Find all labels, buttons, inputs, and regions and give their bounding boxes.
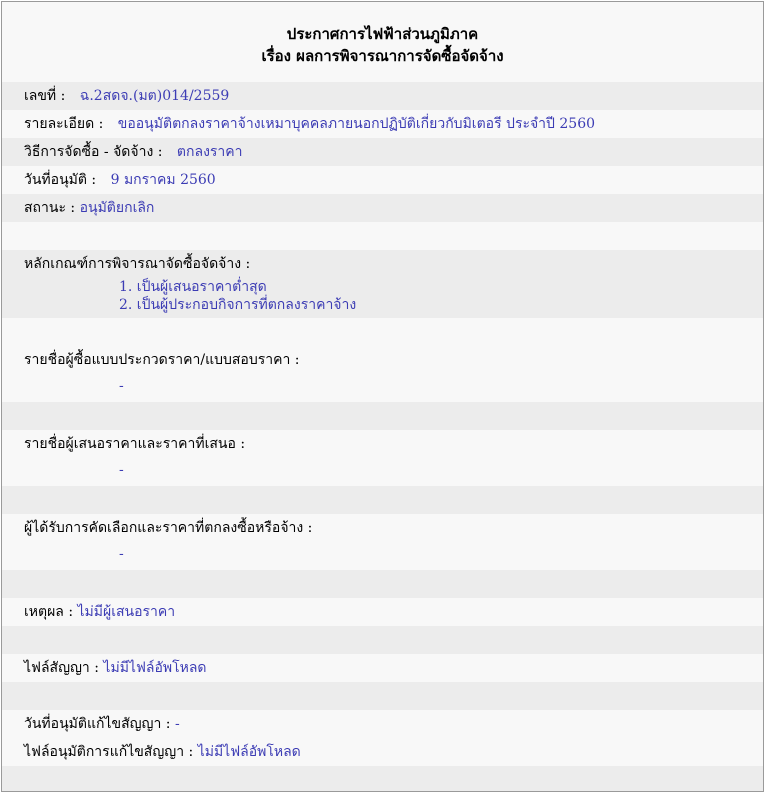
reason-row — [2, 598, 763, 626]
amend-file-row — [2, 738, 763, 766]
number-value: ฉ.2สดจ.(มต)014/2559 — [79, 88, 230, 104]
announcement-header — [2, 2, 763, 82]
number-label: เลขที่ : — [24, 88, 66, 104]
reason-label: เหตุผล : — [24, 604, 74, 620]
buyers-section — [2, 346, 763, 402]
contract-file-value: ไม่มีไฟล์อัพโหลด — [103, 660, 207, 676]
status-value: อนุมัติยกเลิก — [79, 200, 155, 216]
page-subtitle: เรื่อง ผลการพิจารณาการจัดซื้อจัดจ้าง — [261, 47, 504, 65]
status-label: สถานะ : — [24, 200, 76, 216]
bidders-section — [2, 430, 763, 486]
spacer-row — [2, 570, 763, 598]
selected-label: ผู้ได้รับการคัดเลือกและราคาที่ตกลงซื้อหรือจ้าง : — [24, 520, 313, 536]
detail-value: ขออนุมัติตกลงราคาจ้างเหมาบุคคลภายนอกปฏิบัติเกี่ยวกับมิเตอรี ประจำปี 2560 — [117, 116, 596, 132]
contract-file-row — [2, 654, 763, 682]
method-label: วิธีการจัดซื้อ - จัดจ้าง : — [24, 144, 163, 160]
method-value: ตกลงราคา — [176, 144, 243, 160]
method-row — [2, 138, 763, 166]
selected-section — [2, 514, 763, 570]
selected-value: - — [119, 546, 124, 562]
bidders-value: - — [119, 462, 124, 478]
spacer-row — [2, 486, 763, 514]
amend-date-label: วันที่อนุมัติแก้ไขสัญญา : — [24, 716, 171, 732]
spacer-row — [2, 682, 763, 710]
buyers-label: รายชื่อผู้ซื้อแบบประกวดราคา/แบบสอบราคา : — [24, 352, 300, 368]
reason-value: ไม่มีผู้เสนอราคา — [77, 604, 176, 620]
criteria-item-2: 2. เป็นผู้ประกอบกิจการที่ตกลงราคาจ้าง — [119, 297, 357, 313]
detail-label: รายละเอียด : — [24, 116, 104, 132]
amend-date-row — [2, 710, 763, 738]
approve-date-row — [2, 166, 763, 194]
bidders-label: รายชื่อผู้เสนอราคาและราคาที่เสนอ : — [24, 436, 246, 452]
detail-row — [2, 110, 763, 138]
criteria-item-1: 1. เป็นผู้เสนอราคาต่ำสุด — [119, 279, 267, 295]
contract-file-label: ไฟล์สัญญา : — [24, 660, 99, 676]
number-row — [2, 82, 763, 110]
spacer-row — [2, 766, 763, 792]
amend-file-value: ไม่มีไฟล์อัพโหลด — [197, 744, 301, 760]
buyers-value: - — [119, 378, 124, 394]
spacer-row — [2, 402, 763, 430]
page-title: ประกาศการไฟฟ้าส่วนภูมิภาค — [286, 25, 479, 43]
criteria-label: หลักเกณฑ์การพิจารณาจัดซื้อจัดจ้าง : — [24, 256, 251, 272]
criteria-section — [2, 250, 763, 318]
spacer-row — [2, 626, 763, 654]
announcement-panel — [1, 1, 764, 792]
approve-date-label: วันที่อนุมัติ : — [24, 172, 97, 188]
amend-date-value: - — [174, 716, 180, 732]
status-row — [2, 194, 763, 222]
approve-date-value: 9 มกราคม 2560 — [110, 172, 216, 188]
spacer-row — [2, 318, 763, 346]
spacer-row — [2, 222, 763, 250]
amend-file-label: ไฟล์อนุมัติการแก้ไขสัญญา : — [24, 744, 194, 760]
